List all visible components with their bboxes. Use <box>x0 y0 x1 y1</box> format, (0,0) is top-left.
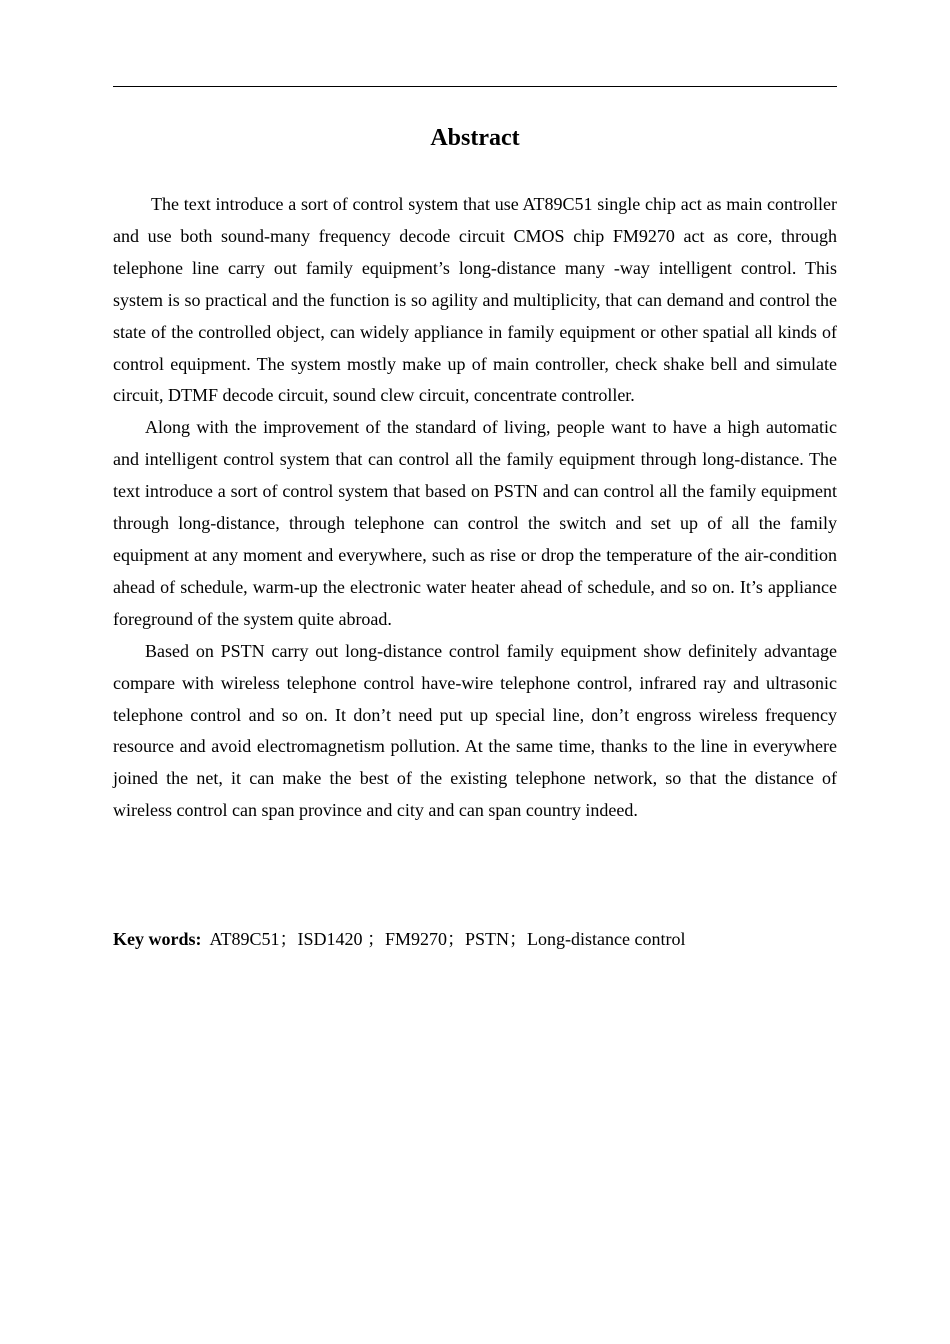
abstract-paragraph-2: Along with the improvement of the standard of living, people want to have a high automatic and intelligent control system that can control all the family equipment through long-distance. The text introduce a sort of control system that based on PSTN and can control all the family equipment through long-distance, through telephone can control the switch and set up of all the family equipment at any moment and everywhere, such as rise or drop the temperature of the air-condition ahead of schedule, warm-up the electronic water heater ahead of schedule, and so on. It’s appliance foreground of the system quite abroad. <box>113 417 837 629</box>
abstract-body <box>113 189 837 827</box>
abstract-paragraph-1: The text introduce a sort of control system that use AT89C51 single chip act as main controller and use both sound-many frequency decode circuit CMOS chip FM9270 act as core, through telephone line carry out family equipment’s long-distance many -way intelligent control. This system is so practical and the function is so agility and multiplicity, that can demand and control the state of the controlled object, can widely appliance in family equipment or other spatial all kinds of control equipment. The system mostly make up of main controller, check shake bell and simulate circuit, DTMF decode circuit, sound clew circuit, concentrate controller. <box>113 194 837 406</box>
header-rule <box>113 86 837 87</box>
abstract-title: Abstract <box>430 125 520 151</box>
abstract-paragraph-3: Based on PSTN carry out long-distance control family equipment show definitely advantage compare with wireless telephone control have-wire telephone control, infrared ray and ultrasonic telephone control and so on. It don’t need put up special line, don’t engross wireless frequency resource and avoid electromagnetism pollution. At the same time, thanks to the line in everywhere joined the net, it can make the best of the existing telephone network, so that the distance of wireless control can span province and city and can span country indeed. <box>113 640 837 821</box>
keywords-line <box>113 924 837 954</box>
keywords-value: AT89C51；ISD1420 ；FM9270；PSTN；Long-distance control <box>209 929 686 949</box>
keywords-label: Key words: <box>113 929 202 949</box>
